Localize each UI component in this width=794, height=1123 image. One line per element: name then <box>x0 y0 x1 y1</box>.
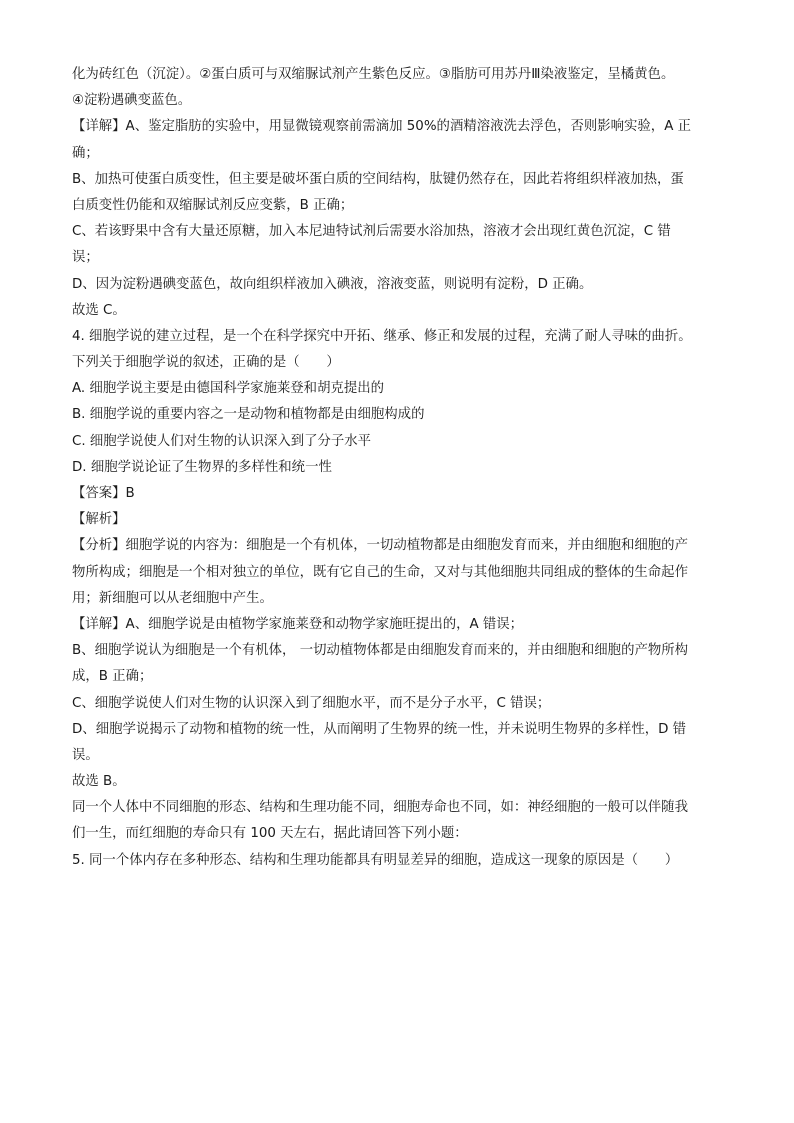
text-line: B、加热可使蛋白质变性，但主要是破坏蛋白质的空间结构，肽键仍然存在，因此若将组织样液加热，蛋 <box>72 171 684 187</box>
text-line: 【详解】A、细胞学说是由植物学家施莱登和动物学家施旺提出的，A 错误； <box>72 616 524 632</box>
text-line: 故选 B。 <box>72 774 126 790</box>
text-line: C、若该野果中含有大量还原糖，加入本尼迪特试剂后需要水浴加热，溶液才会出现红黄色沉淀，C 错 <box>72 224 671 240</box>
text-line: 同一个人体中不同细胞的形态、结构和生理功能不同，细胞寿命也不同，如：神经细胞的一般可以伴随我 <box>72 800 688 816</box>
text-line: 误。 <box>72 747 99 763</box>
text-line: 确； <box>72 145 99 161</box>
option-c: C. 细胞学说使人们对生物的认识深入到了分子水平 <box>72 433 372 449</box>
text-line: 化为砖红色（沉淀）。②蛋白质可与双缩脲试剂产生紫色反应。③脂肪可用苏丹Ⅲ染液鉴定，呈橘黄色。 <box>72 67 675 82</box>
text-line: 成，B 正确； <box>72 669 153 685</box>
text-line: 物所构成；细胞是一个相对独立的单位，既有它自己的生命，又对与其他细胞共同组成的整体的生命起作 <box>72 564 688 580</box>
text-line: 们一生，而红细胞的寿命只有 100 天左右，据此请回答下列小题： <box>72 826 468 842</box>
option-b: B. 细胞学说的重要内容之一是动物和植物都是由细胞构成的 <box>72 407 425 423</box>
text-line: B、细胞学说认为细胞是一个有机体， 一切动植物体都是由细胞发育而来的，并由细胞和细胞的产物所构 <box>72 643 689 659</box>
text-line: 白质变性仍能和双缩脲试剂反应变紫，B 正确； <box>72 197 354 213</box>
text-line: 故选 C。 <box>72 302 126 318</box>
question-4-stem: 4. 细胞学说的建立过程，是一个在科学探究中开拓、继承、修正和发展的过程，充满了耐人寻味的曲折。 <box>72 328 692 344</box>
option-d: D. 细胞学说论证了生物界的多样性和统一性 <box>72 459 332 475</box>
document-page <box>72 62 722 874</box>
text-line: 误； <box>72 250 99 266</box>
text-line: 【详解】A、鉴定脂肪的实验中，用显微镜观察前需滴加 50%的酒精溶液洗去浮色，否则影响实验，A 正 <box>72 119 691 135</box>
text-line: 【分析】细胞学说的内容为：细胞是一个有机体，一切动植物都是由细胞发育而来，并由细胞和细胞的产 <box>72 538 688 554</box>
text-line: ④淀粉遇碘变蓝色。 <box>72 93 192 109</box>
text-line: C、细胞学说使人们对生物的认识深入到了细胞水平，而不是分子水平，C 错误； <box>72 695 551 711</box>
answer-label: 【答案】B <box>72 486 135 501</box>
analysis-label: 【解析】 <box>72 512 126 528</box>
question-4-stem: 下列关于细胞学说的叙述，正确的是（ ） <box>72 355 340 371</box>
option-a: A. 细胞学说主要是由德国科学家施莱登和胡克提出的 <box>72 381 385 397</box>
text-line: D、细胞学说揭示了动物和植物的统一性，从而阐明了生物界的统一性，并未说明生物界的多样性，D 错 <box>72 721 687 737</box>
question-5-stem: 5. 同一个体内存在多种形态、结构和生理功能都具有明显差异的细胞，造成这一现象的原因是（ ） <box>72 852 679 868</box>
text-line: D、因为淀粉遇碘变蓝色，故向组织样液加入碘液，溶液变蓝，则说明有淀粉，D 正确。 <box>72 276 593 292</box>
text-line: 用；新细胞可以从老细胞中产生。 <box>72 590 273 606</box>
